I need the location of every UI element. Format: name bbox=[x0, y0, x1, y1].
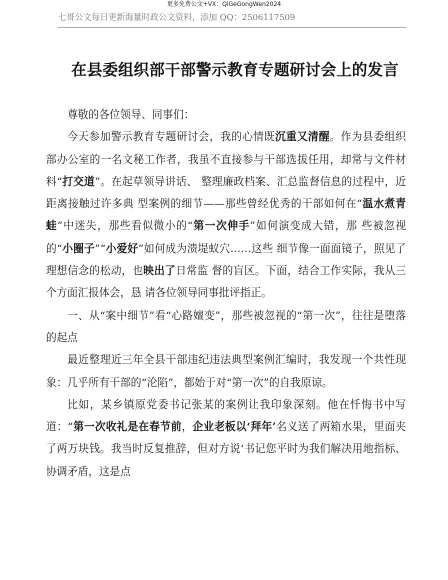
text-run: 名义送了两箱水果，里面夹了两万块钱。我当时反复推辞，但对方说‘书记您平时为我们解决用地指标、协调矛盾，这是点 bbox=[46, 421, 407, 478]
text-run: 。作为县委组织部办公室的一名文秘工作者，我虽不直接参与干部选拔任用，却常与文件材料“ bbox=[46, 131, 407, 188]
paragraph-intro bbox=[46, 126, 406, 304]
text-run: ”中迷失，那些看似微小的“ bbox=[57, 220, 193, 233]
header-divider bbox=[58, 27, 406, 28]
text-run: ”如何演变成大错，那 些被忽视的“ bbox=[46, 220, 406, 255]
emphasis-text: 企业老板以‘拜年’ bbox=[192, 421, 276, 434]
text-run: 比如，某乡镇原党委书记张某的案例让我印象深刻。他在忏悔书中写道：“ bbox=[46, 398, 406, 434]
text-run: ”“ bbox=[94, 242, 106, 255]
emphasis-text: 小圈子 bbox=[62, 242, 95, 255]
section-heading-1 bbox=[46, 305, 406, 350]
emphasis-text: 沉重又清醒 bbox=[275, 131, 330, 144]
top-banner: 更多免费公文+VX：QiGeGongWen2024 bbox=[166, 1, 282, 8]
text-run: ， bbox=[181, 421, 193, 434]
text-run: 最近整理近三年全县干部违纪违法典型案例汇编时，我发现一个共性现象：几乎所有干部的“沦陷”，都始于对“第一次”的自我原谅。 bbox=[46, 354, 406, 389]
emphasis-text: 打交道 bbox=[62, 175, 95, 188]
text-run: 一、从“案中细节”看“心路嬗变”，那些被忽视的“第一次”，往往是堕落的起点 bbox=[46, 309, 406, 344]
paragraph-cases bbox=[46, 349, 406, 394]
text-run: 今天参加警示教育专题研讨会，我的心情既 bbox=[67, 131, 276, 144]
document-header: 七哥公文每日更新海量时政公文资料，添加 QQ：2506117509 bbox=[58, 12, 296, 22]
emphasis-text: 小爱好 bbox=[105, 242, 139, 255]
emphasis-text: 第一次收礼是在春节前 bbox=[73, 421, 182, 434]
emphasis-text: 温水煮青蛙 bbox=[46, 198, 407, 233]
text-run: ”如何成为溃堤蚁穴……这些 细节像一面面镜子，照见了理想信念的松动，也 bbox=[46, 242, 407, 278]
text-run: 日常监 督的盲区。下面，结合工作实际，我从三个方面汇报体会，恳 请各位领导同事批评指正。 bbox=[46, 265, 406, 300]
document-body bbox=[46, 104, 406, 483]
salutation: 尊敬的各位领导、同事们： bbox=[67, 109, 195, 121]
emphasis-text: 映出了 bbox=[143, 265, 176, 278]
document-title: 在县委组织部干部警示教育专题研讨会上的发言 bbox=[71, 61, 399, 79]
text-run: ”。在起草领导讲话、 整理廉政档案、汇总监督信息的过程中，近距离接触过许多典 型案例的细节——那些曾经优秀的干部如何在“ bbox=[46, 175, 407, 211]
paragraph-example bbox=[46, 394, 406, 483]
emphasis-text: 第一次伸手 bbox=[192, 220, 250, 233]
